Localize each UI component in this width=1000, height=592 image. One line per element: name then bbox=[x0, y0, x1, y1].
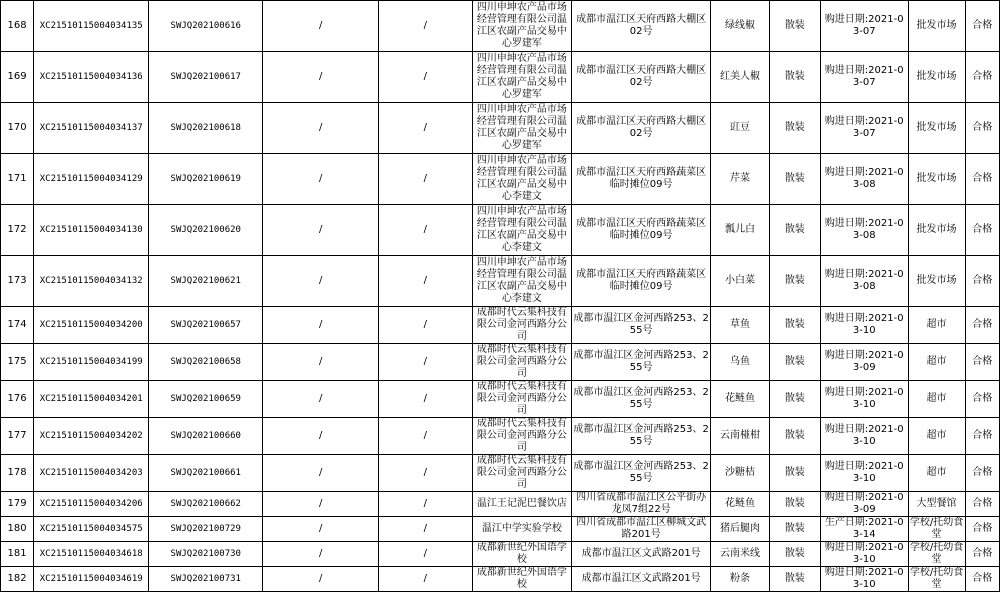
sample-id-cell: XC21510115004034129 bbox=[34, 154, 149, 205]
row-number-cell: 168 bbox=[1, 1, 34, 52]
package-type-cell: 散装 bbox=[769, 418, 820, 455]
sampled-unit-cell: 成都时代云集科技有限公司金河西路分公司 bbox=[472, 381, 572, 418]
table-row bbox=[1, 517, 1000, 542]
row-number-cell: 181 bbox=[1, 542, 34, 567]
package-type-cell: 散装 bbox=[769, 492, 820, 517]
unit-address-cell: 成都市温江区文武路201号 bbox=[572, 567, 711, 592]
sample-id-cell: XC21510115004034203 bbox=[34, 455, 149, 492]
table-row bbox=[1, 205, 1000, 256]
slash-cell-b: / bbox=[379, 344, 472, 381]
package-type-cell: 散装 bbox=[769, 381, 820, 418]
table-row bbox=[1, 418, 1000, 455]
slash-cell-a: / bbox=[263, 1, 379, 52]
package-type-cell: 散装 bbox=[769, 256, 820, 307]
sample-id-cell: XC21510115004034200 bbox=[34, 307, 149, 344]
package-type-cell: 散装 bbox=[769, 52, 820, 103]
product-name-cell: 小白菜 bbox=[711, 256, 770, 307]
result-cell: 合格 bbox=[965, 567, 1000, 592]
unit-address-cell: 成都市温江区金河西路253、255号 bbox=[572, 344, 711, 381]
date-cell: 购进日期:2021-03-08 bbox=[820, 205, 908, 256]
slash-cell-b: / bbox=[379, 205, 472, 256]
date-cell: 购进日期:2021-03-10 bbox=[820, 307, 908, 344]
unit-address-cell: 四川省成都市温江区公平街办龙凤7组22号 bbox=[572, 492, 711, 517]
date-cell: 购进日期:2021-03-07 bbox=[820, 1, 908, 52]
row-number-cell: 182 bbox=[1, 567, 34, 592]
package-type-cell: 散装 bbox=[769, 344, 820, 381]
unit-address-cell: 成都市温江区文武路201号 bbox=[572, 542, 711, 567]
table-row bbox=[1, 492, 1000, 517]
sample-code-cell: SWJQ202100659 bbox=[149, 381, 263, 418]
result-cell: 合格 bbox=[965, 381, 1000, 418]
slash-cell-b: / bbox=[379, 1, 472, 52]
date-cell: 购进日期:2021-03-09 bbox=[820, 344, 908, 381]
table-row bbox=[1, 103, 1000, 154]
sample-id-cell: XC21510115004034135 bbox=[34, 1, 149, 52]
package-type-cell: 散装 bbox=[769, 154, 820, 205]
sampling-place-cell: 批发市场 bbox=[908, 154, 965, 205]
unit-address-cell: 成都市温江区金河西路253、255号 bbox=[572, 307, 711, 344]
date-cell: 购进日期:2021-03-10 bbox=[820, 455, 908, 492]
result-cell: 合格 bbox=[965, 344, 1000, 381]
date-cell: 购进日期:2021-03-10 bbox=[820, 542, 908, 567]
sampling-place-cell: 学校/托幼食堂 bbox=[909, 567, 964, 590]
product-name-cell: 乌鱼 bbox=[711, 344, 770, 381]
row-number-cell: 179 bbox=[1, 492, 34, 517]
table-row bbox=[1, 381, 1000, 418]
result-cell: 合格 bbox=[965, 103, 1000, 154]
result-cell: 合格 bbox=[965, 52, 1000, 103]
sample-id-cell: XC21510115004034619 bbox=[34, 567, 149, 592]
slash-cell-b: / bbox=[379, 567, 472, 592]
sample-id-cell: XC21510115004034136 bbox=[34, 52, 149, 103]
package-type-cell: 散装 bbox=[769, 567, 820, 592]
package-type-cell: 散装 bbox=[769, 517, 820, 542]
product-name-cell: 云南米线 bbox=[711, 542, 770, 567]
sampled-unit-cell: 成都新世纪外国语学校 bbox=[472, 542, 572, 567]
sampling-place-cell: 学校/托幼食堂 bbox=[909, 517, 964, 540]
package-type-cell: 散装 bbox=[769, 542, 820, 567]
sample-id-cell: XC21510115004034199 bbox=[34, 344, 149, 381]
sampled-unit-cell: 四川申坤农产品市场经营管理有限公司温江区农副产品交易中心李建文 bbox=[472, 256, 572, 307]
unit-address-cell: 四川省成都市温江区柳城文武路201号 bbox=[572, 517, 711, 542]
product-name-cell: 红美人椒 bbox=[711, 52, 770, 103]
sampled-unit-cell: 四川申坤农产品市场经营管理有限公司温江区农副产品交易中心李建文 bbox=[472, 205, 572, 256]
sample-code-cell: SWJQ202100616 bbox=[149, 1, 263, 52]
slash-cell-a: / bbox=[263, 256, 379, 307]
sample-code-cell: SWJQ202100661 bbox=[149, 455, 263, 492]
sampling-place-cell: 超市 bbox=[908, 307, 965, 344]
slash-cell-b: / bbox=[379, 492, 472, 517]
table-row bbox=[1, 455, 1000, 492]
slash-cell-a: / bbox=[263, 344, 379, 381]
slash-cell-a: / bbox=[263, 52, 379, 103]
result-cell: 合格 bbox=[965, 542, 1000, 567]
unit-address-cell: 成都市温江区天府西路蔬菜区临时摊位09号 bbox=[572, 154, 711, 205]
row-number-cell: 170 bbox=[1, 103, 34, 154]
date-cell: 购进日期:2021-03-09 bbox=[820, 492, 908, 517]
sample-code-cell: SWJQ202100660 bbox=[149, 418, 263, 455]
row-number-cell: 175 bbox=[1, 344, 34, 381]
result-cell: 合格 bbox=[965, 256, 1000, 307]
table-row bbox=[1, 256, 1000, 307]
table-row bbox=[1, 154, 1000, 205]
slash-cell-a: / bbox=[263, 205, 379, 256]
sample-id-cell: XC21510115004034206 bbox=[34, 492, 149, 517]
date-cell: 购进日期:2021-03-08 bbox=[820, 154, 908, 205]
unit-address-cell: 成都市温江区天府西路大棚区02号 bbox=[572, 1, 711, 52]
product-name-cell: 猪后腿肉 bbox=[711, 517, 770, 542]
sampling-place-cell: 超市 bbox=[908, 344, 965, 381]
sampled-unit-cell: 温江王记泥巴餐饮店 bbox=[472, 492, 572, 517]
sampling-place-cell: 批发市场 bbox=[908, 1, 965, 52]
product-name-cell: 云南椪柑 bbox=[711, 418, 770, 455]
unit-address-cell: 成都市温江区天府西路大棚区02号 bbox=[572, 52, 711, 103]
result-cell: 合格 bbox=[965, 492, 1000, 517]
sample-id-cell: XC21510115004034130 bbox=[34, 205, 149, 256]
slash-cell-b: / bbox=[379, 103, 472, 154]
sampled-unit-cell: 四川申坤农产品市场经营管理有限公司温江区农副产品交易中心罗建军 bbox=[472, 1, 572, 52]
package-type-cell: 散装 bbox=[769, 455, 820, 492]
sample-code-cell: SWJQ202100731 bbox=[149, 567, 263, 592]
slash-cell-a: / bbox=[263, 492, 379, 517]
slash-cell-b: / bbox=[379, 256, 472, 307]
sample-code-cell: SWJQ202100618 bbox=[149, 103, 263, 154]
sampled-unit-cell: 成都新世纪外国语学校 bbox=[472, 567, 572, 592]
slash-cell-b: / bbox=[379, 542, 472, 567]
date-cell: 购进日期:2021-03-07 bbox=[820, 103, 908, 154]
table-row bbox=[1, 567, 1000, 592]
result-cell: 合格 bbox=[965, 455, 1000, 492]
row-number-cell: 173 bbox=[1, 256, 34, 307]
table-row bbox=[1, 344, 1000, 381]
sampled-unit-cell: 成都时代云集科技有限公司金河西路分公司 bbox=[472, 455, 572, 492]
slash-cell-a: / bbox=[263, 418, 379, 455]
package-type-cell: 散装 bbox=[769, 103, 820, 154]
product-name-cell: 粉条 bbox=[711, 567, 770, 592]
product-name-cell: 豇豆 bbox=[711, 103, 770, 154]
unit-address-cell: 成都市温江区金河西路253、255号 bbox=[572, 455, 711, 492]
product-name-cell: 芹菜 bbox=[711, 154, 770, 205]
slash-cell-b: / bbox=[379, 517, 472, 542]
table-row bbox=[1, 52, 1000, 103]
sample-code-cell: SWJQ202100658 bbox=[149, 344, 263, 381]
unit-address-cell: 成都市温江区天府西路蔬菜区临时摊位09号 bbox=[572, 256, 711, 307]
sampling-place-cell: 批发市场 bbox=[908, 103, 965, 154]
sampling-place-cell: 超市 bbox=[908, 418, 965, 455]
slash-cell-a: / bbox=[263, 381, 379, 418]
sample-code-cell: SWJQ202100621 bbox=[149, 256, 263, 307]
unit-address-cell: 成都市温江区金河西路253、255号 bbox=[572, 418, 711, 455]
slash-cell-b: / bbox=[379, 307, 472, 344]
row-number-cell: 180 bbox=[1, 517, 34, 542]
row-number-cell: 177 bbox=[1, 418, 34, 455]
slash-cell-a: / bbox=[263, 567, 379, 592]
product-name-cell: 花鲢鱼 bbox=[711, 381, 770, 418]
slash-cell-a: / bbox=[263, 307, 379, 344]
sampled-unit-cell: 成都时代云集科技有限公司金河西路分公司 bbox=[472, 307, 572, 344]
sampling-place-cell: 超市 bbox=[908, 381, 965, 418]
package-type-cell: 散装 bbox=[769, 1, 820, 52]
result-cell: 合格 bbox=[965, 1, 1000, 52]
sampled-unit-cell: 四川申坤农产品市场经营管理有限公司温江区农副产品交易中心李建文 bbox=[472, 154, 572, 205]
slash-cell-a: / bbox=[263, 517, 379, 542]
product-name-cell: 草鱼 bbox=[711, 307, 770, 344]
table-row bbox=[1, 1, 1000, 52]
unit-address-cell: 成都市温江区天府西路大棚区02号 bbox=[572, 103, 711, 154]
date-cell: 购进日期:2021-03-08 bbox=[820, 256, 908, 307]
row-number-cell: 171 bbox=[1, 154, 34, 205]
sampling-place-cell: 超市 bbox=[908, 455, 965, 492]
table-body bbox=[1, 1, 1000, 592]
sampling-place-cell: 批发市场 bbox=[908, 205, 965, 256]
date-cell: 购进日期:2021-03-10 bbox=[820, 418, 908, 455]
row-number-cell: 178 bbox=[1, 455, 34, 492]
result-cell: 合格 bbox=[965, 307, 1000, 344]
result-cell: 合格 bbox=[965, 418, 1000, 455]
sampling-place-cell: 批发市场 bbox=[908, 52, 965, 103]
slash-cell-a: / bbox=[263, 455, 379, 492]
result-cell: 合格 bbox=[965, 205, 1000, 256]
table-row bbox=[1, 542, 1000, 567]
slash-cell-b: / bbox=[379, 52, 472, 103]
product-name-cell: 瓢儿白 bbox=[711, 205, 770, 256]
sampling-place-cell: 批发市场 bbox=[908, 256, 965, 307]
sample-code-cell: SWJQ202100657 bbox=[149, 307, 263, 344]
slash-cell-b: / bbox=[379, 154, 472, 205]
row-number-cell: 169 bbox=[1, 52, 34, 103]
sample-id-cell: XC21510115004034132 bbox=[34, 256, 149, 307]
sampling-place-cell: 学校/托幼食堂 bbox=[909, 542, 964, 565]
sample-code-cell: SWJQ202100730 bbox=[149, 542, 263, 567]
sampling-place-cell: 大型餐馆 bbox=[908, 492, 965, 517]
date-cell: 生产日期:2021-03-14 bbox=[820, 517, 908, 542]
slash-cell-a: / bbox=[263, 542, 379, 567]
product-name-cell: 沙糖桔 bbox=[711, 455, 770, 492]
sampled-unit-cell: 四川申坤农产品市场经营管理有限公司温江区农副产品交易中心罗建军 bbox=[472, 52, 572, 103]
sample-code-cell: SWJQ202100617 bbox=[149, 52, 263, 103]
sample-code-cell: SWJQ202100619 bbox=[149, 154, 263, 205]
slash-cell-b: / bbox=[379, 381, 472, 418]
slash-cell-a: / bbox=[263, 103, 379, 154]
product-name-cell: 绿线椒 bbox=[711, 1, 770, 52]
row-number-cell: 172 bbox=[1, 205, 34, 256]
result-cell: 合格 bbox=[965, 517, 1000, 542]
date-cell: 购进日期:2021-03-10 bbox=[820, 381, 908, 418]
package-type-cell: 散装 bbox=[769, 307, 820, 344]
sample-id-cell: XC21510115004034575 bbox=[34, 517, 149, 542]
sampled-unit-cell: 温江中学实验学校 bbox=[472, 517, 572, 542]
sample-code-cell: SWJQ202100729 bbox=[149, 517, 263, 542]
sampled-unit-cell: 成都时代云集科技有限公司金河西路分公司 bbox=[472, 418, 572, 455]
sample-id-cell: XC21510115004034202 bbox=[34, 418, 149, 455]
package-type-cell: 散装 bbox=[769, 205, 820, 256]
result-cell: 合格 bbox=[965, 154, 1000, 205]
sampled-unit-cell: 成都时代云集科技有限公司金河西路分公司 bbox=[472, 344, 572, 381]
sample-id-cell: XC21510115004034618 bbox=[34, 542, 149, 567]
table-row bbox=[1, 307, 1000, 344]
unit-address-cell: 成都市温江区金河西路253、255号 bbox=[572, 381, 711, 418]
slash-cell-a: / bbox=[263, 154, 379, 205]
slash-cell-b: / bbox=[379, 455, 472, 492]
unit-address-cell: 成都市温江区天府西路蔬菜区临时摊位09号 bbox=[572, 205, 711, 256]
sample-code-cell: SWJQ202100620 bbox=[149, 205, 263, 256]
sample-code-cell: SWJQ202100662 bbox=[149, 492, 263, 517]
row-number-cell: 174 bbox=[1, 307, 34, 344]
sample-id-cell: XC21510115004034201 bbox=[34, 381, 149, 418]
row-number-cell: 176 bbox=[1, 381, 34, 418]
date-cell: 购进日期:2021-03-07 bbox=[820, 52, 908, 103]
product-name-cell: 花鲢鱼 bbox=[711, 492, 770, 517]
date-cell: 购进日期:2021-03-10 bbox=[820, 567, 908, 592]
sample-id-cell: XC21510115004034137 bbox=[34, 103, 149, 154]
slash-cell-b: / bbox=[379, 418, 472, 455]
sampled-unit-cell: 四川申坤农产品市场经营管理有限公司温江区农副产品交易中心罗建军 bbox=[472, 103, 572, 154]
